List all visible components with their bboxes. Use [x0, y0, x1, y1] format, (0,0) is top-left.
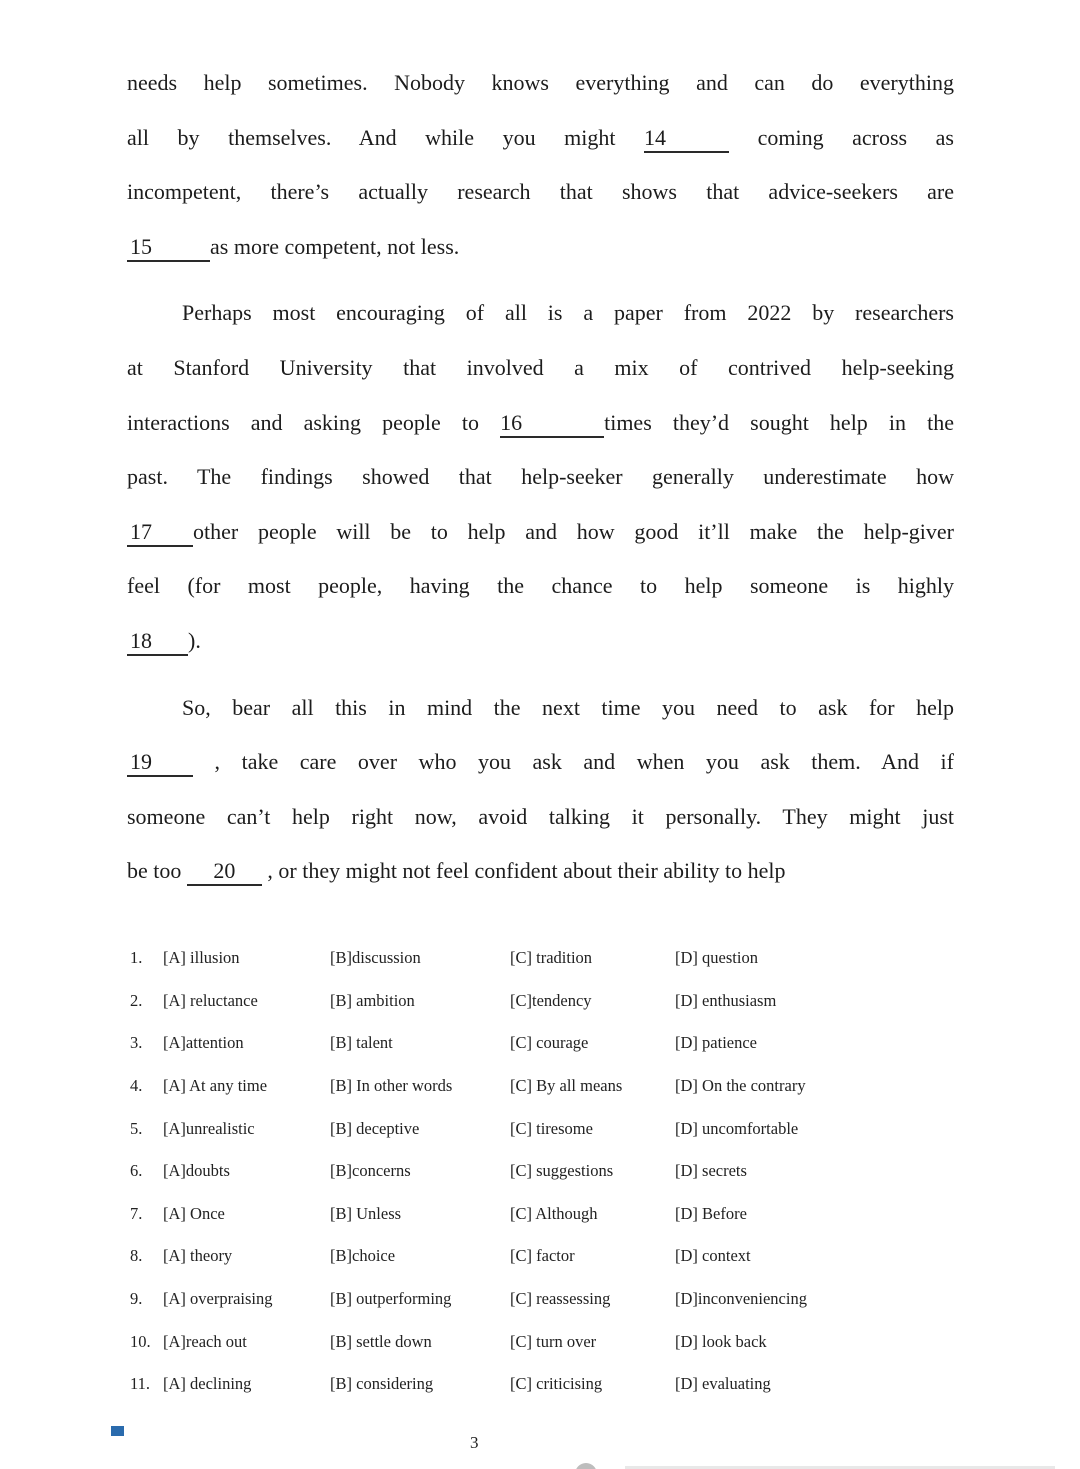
option-d: [D] question — [675, 948, 758, 968]
cloze-blank-14: 14 — [644, 125, 729, 153]
option-d: [D] context — [675, 1246, 751, 1266]
option-a: [A] illusion — [163, 948, 240, 968]
cloze-blank-19: 19 — [127, 749, 193, 777]
option-c: [C] tiresome — [510, 1118, 593, 1138]
passage-line: all by themselves. And while you might 14 coming across as — [127, 111, 954, 166]
option-c: [C] Although — [510, 1203, 598, 1223]
question-number: 3. — [130, 1033, 143, 1053]
option-c: [C] courage — [510, 1033, 589, 1053]
question-row — [130, 1235, 960, 1278]
option-a: [A]attention — [163, 1033, 244, 1053]
option-a: [A]doubts — [163, 1161, 230, 1181]
option-c: [C] turn over — [510, 1331, 597, 1351]
passage-line: 15 as more competent, not less. — [127, 220, 954, 275]
option-a: [A] Once — [163, 1203, 225, 1223]
question-number: 5. — [130, 1118, 143, 1138]
passage-line: interactions and asking people to 16 times they’d sought help in the — [127, 396, 954, 451]
option-c: [C] By all means — [510, 1076, 623, 1096]
option-d: [D] uncomfortable — [675, 1118, 799, 1138]
paragraph — [127, 56, 954, 274]
question-number: 6. — [130, 1161, 143, 1181]
passage-line: needs help sometimes. Nobody knows everything and can do everything — [127, 70, 954, 95]
option-c: [C]tendency — [510, 990, 592, 1010]
option-a: [A] At any time — [163, 1076, 268, 1096]
passage-line: 17 other people will be to help and how good it’ll make the help-giver — [127, 505, 954, 560]
option-a: [A] theory — [163, 1246, 233, 1266]
option-b: [B] In other words — [330, 1076, 453, 1096]
question-row — [130, 1193, 960, 1236]
passage-line: Perhaps most encouraging of all is a paper from 2022 by researchers — [182, 300, 954, 326]
option-b: [B]concerns — [330, 1161, 411, 1181]
option-b: [B] Unless — [330, 1203, 402, 1223]
passage-line: past. The findings showed that help-seeker generally underestimate how — [127, 464, 954, 490]
option-b: [B] outperforming — [330, 1289, 452, 1309]
question-row — [130, 1022, 960, 1065]
question-number: 2. — [130, 990, 143, 1010]
option-a: [A]reach out — [163, 1331, 247, 1351]
option-c: [C] criticising — [510, 1374, 603, 1394]
cloze-blank-17: 17 — [127, 519, 193, 547]
option-d: [D] patience — [675, 1033, 757, 1053]
question-number: 11. — [130, 1374, 151, 1394]
question-row — [130, 1320, 960, 1363]
question-number: 4. — [130, 1076, 143, 1096]
option-d: [D] evaluating — [675, 1374, 771, 1394]
cloze-blank-20: 20 — [187, 858, 262, 886]
page-number: 3 — [470, 1433, 479, 1452]
option-b: [B] deceptive — [330, 1118, 420, 1138]
passage-line: be too 20 , or they might not feel confident about their ability to help — [127, 844, 954, 899]
question-number: 7. — [130, 1203, 143, 1223]
option-a: [A]unrealistic — [163, 1118, 255, 1138]
paragraph — [127, 681, 954, 899]
option-c: [C] factor — [510, 1246, 575, 1266]
option-b: [B]choice — [330, 1246, 396, 1266]
option-b: [B] considering — [330, 1374, 434, 1394]
cloze-blank-15: 15 — [127, 234, 210, 262]
option-a: [A] declining — [163, 1374, 252, 1394]
options-list — [130, 937, 960, 1406]
option-d: [D] Before — [675, 1203, 747, 1223]
option-d: [D]inconveniencing — [675, 1289, 807, 1309]
option-d: [D] secrets — [675, 1161, 747, 1181]
option-d: [D] enthusiasm — [675, 990, 777, 1010]
passage-line: feel (for most people, having the chance to help someone is highly — [127, 573, 954, 599]
question-row — [130, 1278, 960, 1321]
question-row — [130, 1150, 960, 1193]
option-b: [B] talent — [330, 1033, 393, 1053]
question-row — [130, 980, 960, 1023]
question-number: 8. — [130, 1246, 143, 1266]
question-number: 9. — [130, 1289, 143, 1309]
passage-line: someone can’t help right now, avoid talking it personally. They might just — [127, 803, 954, 829]
passage-line: 18 ). — [127, 614, 954, 669]
paragraph — [127, 286, 954, 668]
option-b: [B]discussion — [330, 948, 421, 968]
option-b: [B] settle down — [330, 1331, 432, 1351]
cloze-blank-18: 18 — [127, 628, 188, 656]
cloze-passage — [127, 56, 954, 899]
option-a: [A] overpraising — [163, 1289, 273, 1309]
option-d: [D] look back — [675, 1331, 767, 1351]
question-row — [130, 1107, 960, 1150]
option-a: [A] reluctance — [163, 990, 258, 1010]
question-number: 1. — [130, 948, 143, 968]
cloze-blank-16: 16 — [500, 410, 604, 438]
option-c: [C] suggestions — [510, 1161, 614, 1181]
question-row — [130, 1363, 960, 1406]
passage-line: incompetent, there’s actually research that shows that advice-seekers are — [127, 179, 954, 205]
blue-marker — [111, 1426, 124, 1436]
option-c: [C] reassessing — [510, 1289, 611, 1309]
watermark-remnant-icon — [575, 1463, 597, 1469]
passage-line: So, bear all this in mind the next time you need to ask for help — [182, 694, 954, 720]
option-c: [C] tradition — [510, 948, 593, 968]
passage-line: 19 , take care over who you ask and when you ask them. And if — [127, 735, 954, 790]
passage-line: at Stanford University that involved a mix of contrived help-seeking — [127, 354, 954, 380]
option-d: [D] On the contrary — [675, 1076, 806, 1096]
option-b: [B] ambition — [330, 990, 415, 1010]
question-number: 10. — [130, 1331, 151, 1351]
question-row — [130, 1065, 960, 1108]
question-row — [130, 937, 960, 980]
